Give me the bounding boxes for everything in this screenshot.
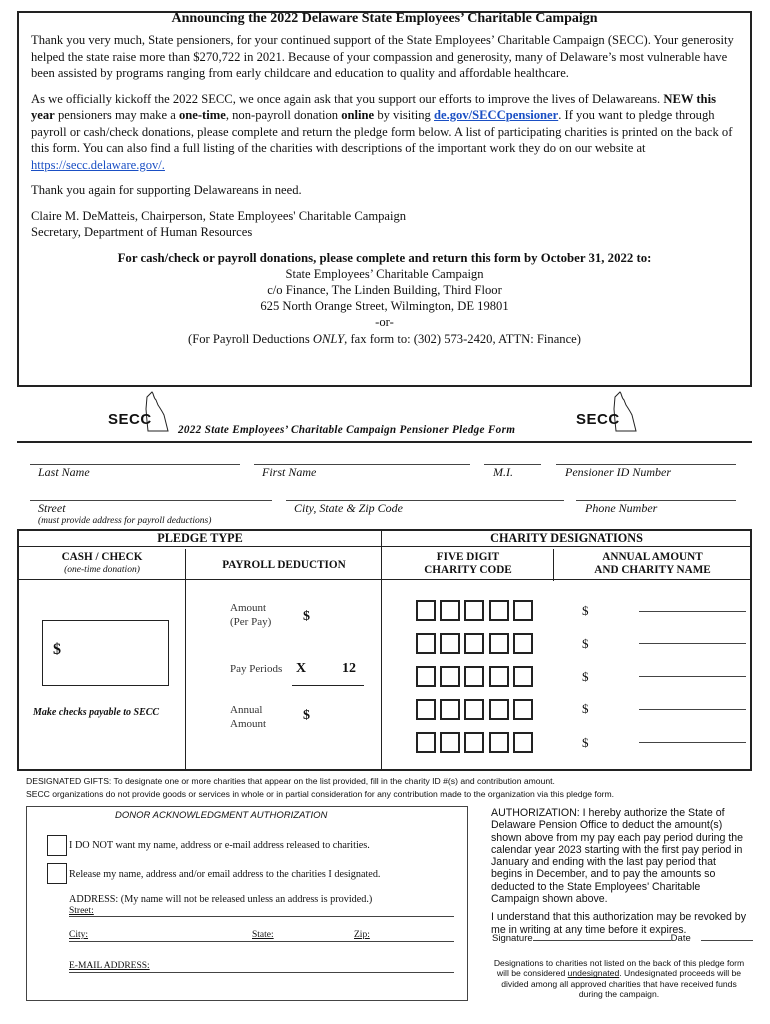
amount-per-pay-input[interactable]: $	[303, 609, 310, 624]
divider	[185, 549, 186, 771]
donor-email-label: E-MAIL ADDRESS:	[69, 961, 150, 971]
pledge-type-header: PLEDGE TYPE	[157, 531, 243, 545]
divider	[381, 549, 382, 771]
signature-line-2: Secretary, Department of Human Resources	[31, 225, 253, 239]
designated-gifts-note: DESIGNATED GIFTS: To designate one or more charities that appear on the list provided, fill in the charity ID #(s) and contribution amount.	[26, 776, 555, 786]
address-note: (must provide address for payroll deductions)	[38, 516, 212, 526]
donor-city-label: City:	[69, 930, 89, 940]
donor-street-label: Street:	[69, 906, 94, 916]
announcement-title: Announcing the 2022 Delaware State Employees’ Charitable Campaign	[171, 11, 598, 26]
annual-amount-header: ANNUAL AMOUNT AND CHARITY NAME	[594, 551, 711, 576]
secc-logo-text: SECC	[576, 411, 620, 428]
pensioner-id-label: Pensioner ID Number	[565, 465, 671, 479]
divider	[17, 441, 752, 443]
charity-amount-input[interactable]	[639, 611, 746, 612]
release-info-checkbox[interactable]	[47, 863, 67, 884]
charity-amount-dollar: $	[582, 669, 589, 684]
secc-logo-left	[108, 391, 170, 433]
signature-row	[492, 933, 753, 944]
charity-code-input[interactable]	[416, 666, 537, 687]
charity-code-input[interactable]	[416, 600, 537, 621]
date-label: Date	[670, 933, 691, 944]
do-not-release-label: I DO NOT want my name, address or e-mail address released to charities.	[69, 840, 370, 851]
secc-pensioner-link[interactable]: de.gov/SECCpensioner	[434, 108, 559, 122]
pay-periods-label: Pay Periods	[230, 663, 283, 675]
address-note: ADDRESS: (My name will not be released unless an address is provided.)	[69, 894, 373, 905]
charity-amount-input[interactable]	[639, 742, 746, 743]
release-info-label: Release my name, address and/or email address to the charities I designated.	[69, 869, 381, 880]
announcement-paragraph-3: Thank you again for supporting Delawareans in need.	[31, 183, 302, 197]
date-input[interactable]	[701, 940, 753, 941]
street-label: Street	[38, 501, 66, 515]
donor-street-input[interactable]	[69, 916, 454, 917]
divider	[292, 685, 364, 686]
donor-ack-title: DONOR ACKNOWLEDGMENT AUTHORIZATION	[115, 810, 328, 821]
charity-amount-input[interactable]	[639, 709, 746, 710]
secc-website-link[interactable]: https://secc.delaware.gov/.	[31, 157, 165, 172]
last-name-label: Last Name	[38, 465, 90, 479]
street-field[interactable]	[30, 500, 272, 501]
multiply-sign: X	[296, 661, 307, 676]
divider	[19, 579, 750, 580]
charity-amount-dollar: $	[582, 735, 589, 750]
secc-logo-right	[576, 391, 638, 433]
payroll-deduction-header: PAYROLL DEDUCTION	[222, 559, 346, 571]
charity-amount-dollar: $	[582, 701, 589, 716]
authorization-text: AUTHORIZATION: I hereby authorize the State of Delaware Pension Office to deduct the amount(s) shown above from my pay each pay period during the calendar year 2023 starting with the first pay period in January and ending with the last pay period that begins in December, and to pay the amounts so deducted to the State Employees' Charitable Campaign shown above. I understand that this authorization may be revoked by me in writing at any time before it expires.	[491, 807, 746, 936]
charity-designations-header: CHARITY DESIGNATIONS	[490, 531, 643, 545]
secc-logo-text: SECC	[108, 411, 152, 428]
donor-email-input[interactable]	[69, 972, 454, 973]
pay-periods-value: 12	[342, 661, 356, 676]
signature-input[interactable]	[533, 940, 671, 941]
return-instructions: For cash/check or payroll donations, please complete and return this form by October 31, 2022 to: State Employees’ Charitable Campaign c/o Finance, The Linden Building, Third Floor 625 North Orange Street, Wilmington, DE 19801 -or- (For Payroll Deductions ONLY, fax form to: (302) 573-2420, ATTN: Finance)	[117, 250, 652, 346]
first-name-label: First Name	[262, 465, 317, 479]
pledge-form-title: 2022 State Employees’ Charitable Campaign Pensioner Pledge Form	[178, 424, 516, 436]
phone-label: Phone Number	[585, 501, 658, 515]
amount-per-pay-label: Amount (Per Pay)	[230, 602, 272, 628]
secc-orgs-note: SECC organizations do not provide goods or services in whole or in partial consideration for any contribution made to the organization via this pledge form.	[26, 789, 615, 799]
annual-amount-input[interactable]: $	[303, 708, 310, 723]
donor-city-state-zip-input[interactable]	[69, 941, 454, 942]
do-not-release-checkbox[interactable]	[47, 835, 67, 856]
charity-code-input[interactable]	[416, 699, 537, 720]
charity-amount-dollar: $	[582, 603, 589, 618]
make-checks-note: Make checks payable to SECC	[33, 707, 160, 718]
charity-code-input[interactable]	[416, 633, 537, 654]
mi-label: M.I.	[493, 465, 513, 479]
annual-amount-label: Annual Amount	[230, 704, 267, 730]
announcement-paragraph-2: As we officially kickoff the 2022 SECC, we once again ask that you support our efforts to improve the lives of Delawareans. NEW this year pensioners may make a one-time, non-payroll donation online by visiting de.gov/SECCpensioner. If you want to pledge through payroll or cash/check donations, please complete and return the pledge form below. A list of participating charities is printed on the back of this form. You can also find a full listing of the charities with descriptions of the important work they do on our website at https://secc.delaware.gov/.	[31, 91, 733, 172]
divider	[553, 549, 554, 581]
donor-zip-label: Zip:	[354, 930, 370, 940]
pledge-grid	[17, 529, 752, 771]
undesignated-note: Designations to charities not listed on the back of this pledge form will be considered undesignated. Undesignated proceeds will be divided among all approved charities that have received funds during the campaign.	[493, 958, 745, 999]
signature-label: Signature	[492, 933, 533, 944]
signature-line-1: Claire M. DeMatteis, Chairperson, State Employees' Charitable Campaign	[31, 208, 407, 223]
cash-amount-input[interactable]: $	[42, 620, 169, 686]
donor-acknowledgment-box	[26, 806, 468, 1001]
announcement-box	[17, 11, 752, 387]
charity-amount-input[interactable]	[639, 643, 746, 644]
announcement-paragraph-1: Thank you very much, State pensioners, for your continued support of the State Employees’ Charitable Campaign (SECC). Your generosity helped the state raise more than $270,722 in 2021. Because of your compassion and generosity, many of Delaware’s most vulnerable have been assisted by programs ranging from early childcare and education to quality and affordable healthcare.	[31, 33, 734, 80]
charity-amount-input[interactable]	[639, 676, 746, 677]
cash-check-header: CASH / CHECK (one-time donation)	[61, 551, 143, 575]
charity-code-input[interactable]	[416, 732, 537, 753]
charity-code-header: FIVE DIGIT CHARITY CODE	[424, 551, 512, 576]
charity-amount-dollar: $	[582, 636, 589, 651]
city-state-zip-label: City, State & Zip Code	[294, 501, 404, 515]
divider	[19, 546, 750, 547]
donor-state-label: State:	[252, 930, 274, 940]
